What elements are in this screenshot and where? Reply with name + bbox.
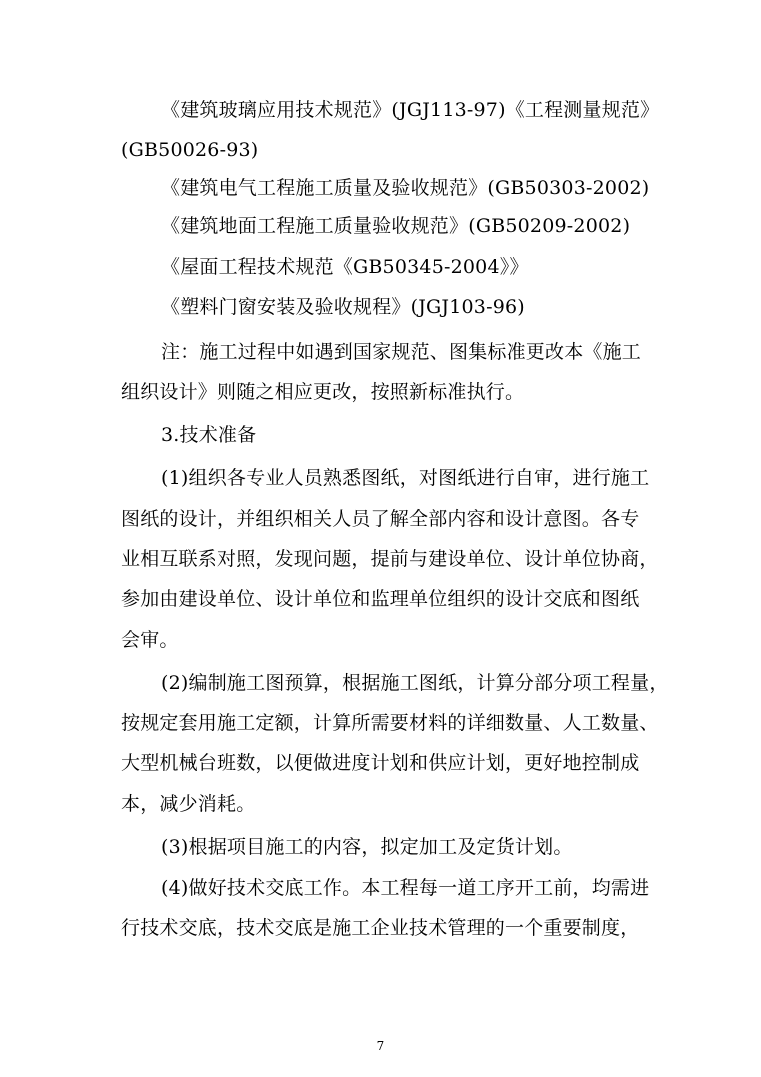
text-line-item-2-c: 大型机械台班数，以便做进度计划和供应计划，更好地控制成 [121, 752, 640, 774]
text-line-note-start: 注：施工过程中如遇到国家规范、图集标准更改本《施工 [161, 341, 642, 363]
text-line-item-2-b: 按规定套用施工定额，计算所需要材料的详细数量、人工数量、 [121, 712, 659, 734]
text-line-item-2-a: (2)编制施工图预算，根据施工图纸，计算分部分项工程量， [161, 672, 669, 694]
text-line-item-1-a: (1)组织各专业人员熟悉图纸，对图纸进行自审，进行施工 [161, 467, 650, 489]
text-line-standard-glass-survey: 《建筑玻璃应用技术规范》(JGJ113-97)《工程测量规范》 [161, 99, 660, 121]
text-line-note-end: 组织设计》则随之相应更改，按照新标准执行。 [121, 381, 525, 403]
text-line-item-3: (3)根据项目施工的内容，拟定加工及定货计划。 [161, 836, 573, 858]
text-line-standard-code-continued: (GB50026-93) [121, 139, 259, 161]
text-line-item-2-d: 本，减少消耗。 [121, 793, 256, 815]
text-line-item-4-b: 行技术交底，技术交底是施工企业技术管理的一个重要制度， [121, 917, 640, 939]
text-line-item-1-e: 会审。 [121, 629, 179, 651]
text-line-item-1-b: 图纸的设计，并组织相关人员了解全部内容和设计意图。各专 [121, 508, 640, 530]
text-line-standard-electrical: 《建筑电气工程施工质量及验收规范》(GB50303-2002) [161, 177, 650, 199]
page-number: 7 [376, 1039, 385, 1053]
section-heading-technical-preparation: 3.技术准备 [161, 424, 257, 446]
text-line-item-1-c: 业相互联系对照，发现问题，提前与建设单位、设计单位协商， [121, 548, 659, 570]
text-line-item-4-a: (4)做好技术交底工作。本工程每一道工序开工前，均需进 [161, 877, 650, 899]
text-line-standard-roof: 《屋面工程技术规范《GB50345-2004》》 [161, 256, 529, 278]
text-line-standard-plastic-window: 《塑料门窗安装及验收规程》(JGJ103-96) [161, 296, 525, 318]
text-line-standard-floor: 《建筑地面工程施工质量验收规范》(GB50209-2002) [161, 215, 631, 237]
text-line-item-1-d: 参加由建设单位、设计单位和监理单位组织的设计交底和图纸 [121, 588, 640, 610]
